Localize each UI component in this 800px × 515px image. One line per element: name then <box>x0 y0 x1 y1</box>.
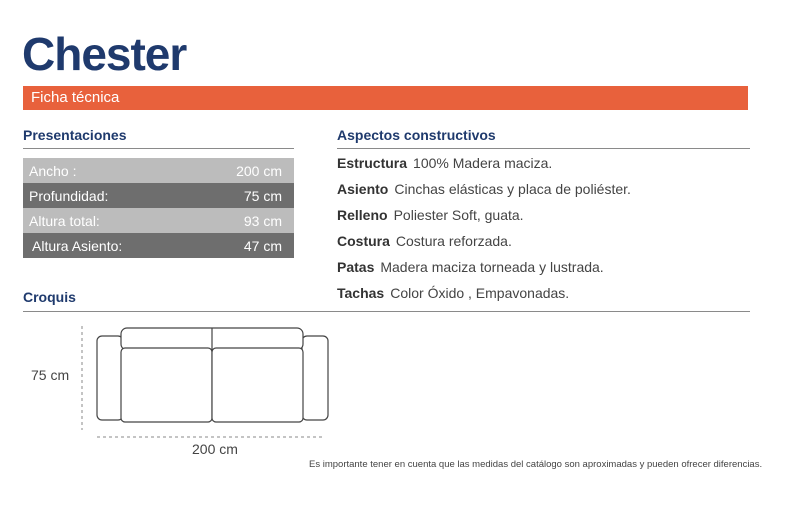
row-label: Ancho : <box>29 162 77 179</box>
sofa-sketch <box>0 318 360 448</box>
aspect-value: Cinchas elásticas y placa de poliéster. <box>394 181 631 197</box>
aspect-key: Tachas <box>337 285 385 301</box>
croquis-divider <box>23 311 750 312</box>
row-value: 75 cm <box>243 187 282 204</box>
list-item <box>337 181 631 207</box>
aspect-key: Asiento <box>337 181 389 197</box>
aspect-value: Poliester Soft, guata. <box>393 207 524 223</box>
table-row <box>23 158 294 183</box>
table-row <box>23 183 294 208</box>
row-label: Altura total: <box>29 212 100 229</box>
aspect-value: 100% Madera maciza. <box>413 155 553 171</box>
row-value: 47 cm <box>243 237 282 254</box>
table-row <box>23 233 294 258</box>
croquis-heading: Croquis <box>23 289 76 305</box>
aspect-value: Color Óxido , Empavonadas. <box>390 285 570 301</box>
disclaimer-note: Es importante tener en cuenta que las medidas del catálogo son aproximadas y pueden ofrecer diferencias. <box>309 459 763 470</box>
list-item <box>337 259 631 285</box>
presentaciones-heading: Presentaciones <box>23 127 127 143</box>
width-label: 200 cm <box>192 441 238 457</box>
right-arm <box>302 336 328 420</box>
aspect-value: Costura reforzada. <box>395 233 512 249</box>
seat-cushion-right <box>212 348 303 422</box>
height-label: 75 cm <box>31 367 70 383</box>
aspect-key: Patas <box>337 259 375 275</box>
row-label: Profundidad: <box>29 187 109 204</box>
presentaciones-divider <box>23 148 294 149</box>
list-item <box>337 155 631 181</box>
aspectos-list <box>337 155 631 311</box>
row-label: Altura Asiento: <box>32 237 123 254</box>
aspect-key: Relleno <box>337 207 388 223</box>
aspectos-divider <box>337 148 750 149</box>
aspectos-heading: Aspectos constructivos <box>337 127 496 143</box>
aspect-value: Madera maciza torneada y lustrada. <box>380 259 604 275</box>
row-value: 200 cm <box>236 162 282 179</box>
seat-cushion-left <box>121 348 212 422</box>
list-item <box>337 285 631 311</box>
product-title: Chester <box>22 28 187 80</box>
presentaciones-table <box>23 158 294 258</box>
row-value: 93 cm <box>243 212 282 229</box>
left-arm <box>97 336 123 420</box>
aspect-key: Estructura <box>337 155 408 171</box>
table-row <box>23 208 294 233</box>
list-item <box>337 233 631 259</box>
list-item <box>337 207 631 233</box>
ficha-tecnica-banner: Ficha técnica <box>23 86 748 110</box>
aspect-key: Costura <box>337 233 390 249</box>
